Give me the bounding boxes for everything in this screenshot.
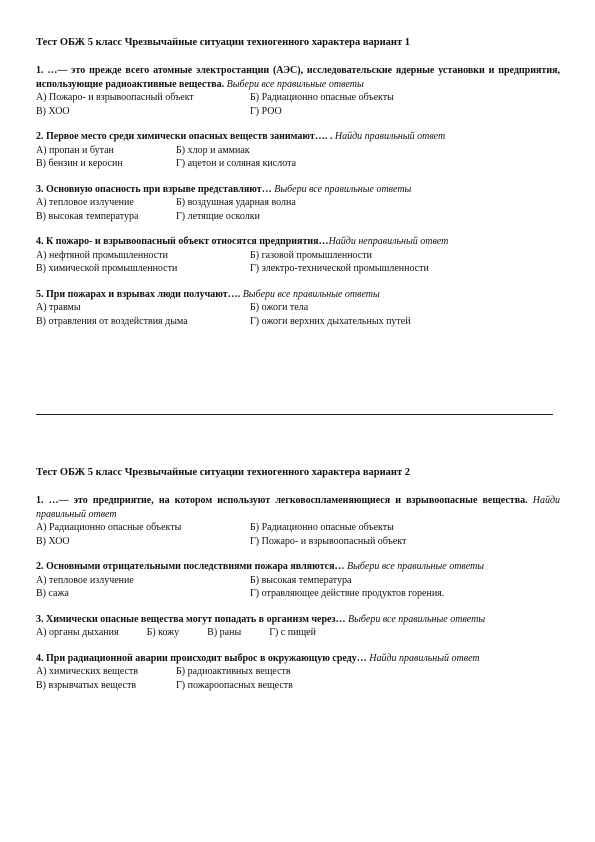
question-stem: 5. При пожарах и взрывах люди получают…. <box>36 288 241 300</box>
answer-option-b: Б) Радиационно опасные объекты <box>250 92 394 103</box>
answer-option-g: Г) ожоги верхних дыхательных путей <box>250 315 411 327</box>
answer-option-v: В) бензин и керосин <box>36 158 123 169</box>
v1-question-4 <box>36 235 560 276</box>
answer-options <box>36 196 560 223</box>
question-stem: 1. …— это прежде всего атомные электростанции (АЭС), исследовательские ядерные установки и предприятия, использующие радиоактивные вещества. <box>36 65 560 90</box>
question-text <box>36 652 560 666</box>
question-instruction: Найди неправильный ответ <box>328 236 449 247</box>
answer-option-b: Б) газовой промышленности <box>250 249 372 261</box>
v1-question-1 <box>36 64 560 118</box>
variant-2-section <box>36 466 560 692</box>
answer-option-g: Г) Пожаро- и взрывоопасный объект <box>250 535 407 547</box>
question-text <box>36 130 560 144</box>
answer-option-a: А) пропан и бутан <box>36 144 114 156</box>
question-text <box>36 183 560 197</box>
variant-1-title: Тест ОБЖ 5 класс Чрезвычайные ситуации техногенного характера вариант 1 <box>36 37 410 48</box>
answer-option-g: Г) ацетон и соляная кислота <box>176 158 297 169</box>
answer-option-v: В) отравления от воздействия дыма <box>36 315 188 327</box>
question-text <box>36 235 560 249</box>
answer-options <box>36 665 560 692</box>
answer-option-v: В) взрывчатых веществ <box>36 679 137 691</box>
question-stem: 3. Основную опасность при взрыве представляют… <box>36 183 272 195</box>
answer-option-b: Б) Радиационно опасные объекты <box>250 522 394 533</box>
answer-option-b: Б) кожу <box>146 627 180 638</box>
v1-question-3 <box>36 183 560 224</box>
question-instruction: Найди правильный ответ <box>369 652 480 664</box>
v1-question-5 <box>36 288 560 329</box>
question-instruction: Выбери все правильные ответы <box>274 183 412 195</box>
answer-options <box>36 574 560 601</box>
answer-option-v: В) ХОО <box>36 105 70 117</box>
question-instruction: Выбери все правильные ответы <box>242 288 380 300</box>
answer-option-g: Г) РОО <box>250 105 282 117</box>
question-text <box>36 494 560 521</box>
answer-option-v: В) высокая температура <box>36 210 139 222</box>
variant-1-section <box>36 36 560 328</box>
answer-option-b: Б) высокая температура <box>250 574 352 586</box>
answer-option-a: А) тепловое излучение <box>36 197 134 208</box>
answer-option-g: Г) электро-технической промышленности <box>250 263 429 274</box>
answer-option-g: Г) пожароопасных веществ <box>176 679 293 691</box>
question-stem: 4. К пожаро- и взрывоопасный объект относятся предприятия… <box>36 236 329 247</box>
answer-option-a: А) органы дыхания <box>36 627 119 638</box>
answer-option-b: Б) хлор и аммиак <box>176 144 250 156</box>
section-divider <box>36 414 553 415</box>
v2-question-3 <box>36 613 560 640</box>
question-instruction: Выбери все правильные ответы <box>346 561 485 572</box>
answer-options <box>36 626 560 640</box>
question-instruction: Найди правильный ответ <box>334 131 446 142</box>
answer-options <box>36 301 560 328</box>
answer-option-g: Г) с пищей <box>269 627 316 638</box>
answer-option-a: А) химических веществ <box>36 666 138 677</box>
answer-option-a: А) травмы <box>36 302 81 313</box>
v2-question-2 <box>36 560 560 601</box>
question-stem: 2. Первое место среди химически опасных веществ занимают…. . <box>36 131 333 142</box>
variant-2-title: Тест ОБЖ 5 класс Чрезвычайные ситуации техногенного характера вариант 2 <box>36 467 410 478</box>
question-text <box>36 613 560 627</box>
answer-option-a: А) тепловое излучение <box>36 574 134 586</box>
v2-question-4 <box>36 652 560 693</box>
answer-option-v: В) сажа <box>36 588 69 599</box>
question-instruction: Выбери все правильные ответы <box>226 78 364 90</box>
answer-option-b: Б) воздушная ударная волна <box>176 197 296 208</box>
question-instruction: Найди правильный ответ <box>36 495 560 520</box>
answer-option-a: А) Пожаро- и взрывоопасный объект <box>36 92 194 103</box>
question-stem: 4. При радиационной аварии происходит выброс в окружающую среду… <box>36 652 367 664</box>
answer-options <box>36 249 560 276</box>
answer-option-b: Б) ожоги тела <box>250 302 309 313</box>
v1-question-2 <box>36 130 560 171</box>
answer-option-g: Г) отравляющее действие продуктов горения. <box>250 588 445 599</box>
question-text <box>36 560 560 574</box>
answer-options <box>36 144 560 171</box>
question-text <box>36 64 560 91</box>
answer-option-a: А) Радиационно опасные объекты <box>36 522 182 533</box>
answer-option-v: В) химической промышленности <box>36 263 178 274</box>
question-stem: 1. …— это предприятие, на котором используют легковоспламеняющиеся и взрывоопасные вещества. <box>36 495 528 506</box>
answer-option-g: Г) летящие осколки <box>176 210 260 222</box>
answer-options <box>36 91 560 118</box>
answer-option-v: В) раны <box>207 627 242 638</box>
question-stem: 2. Основными отрицательными последствиями пожара являются… <box>36 561 345 572</box>
answer-option-b: Б) радиоактивных веществ <box>176 666 291 677</box>
answer-option-v: В) ХОО <box>36 535 70 547</box>
v2-question-1 <box>36 494 560 548</box>
question-stem: 3. Химически опасные вещества могут попадать в организм через… <box>36 613 346 625</box>
answer-options <box>36 521 560 548</box>
answer-option-a: А) нефтяной промышленности <box>36 249 168 261</box>
question-instruction: Выбери все правильные ответы <box>348 613 486 625</box>
question-text <box>36 288 560 302</box>
